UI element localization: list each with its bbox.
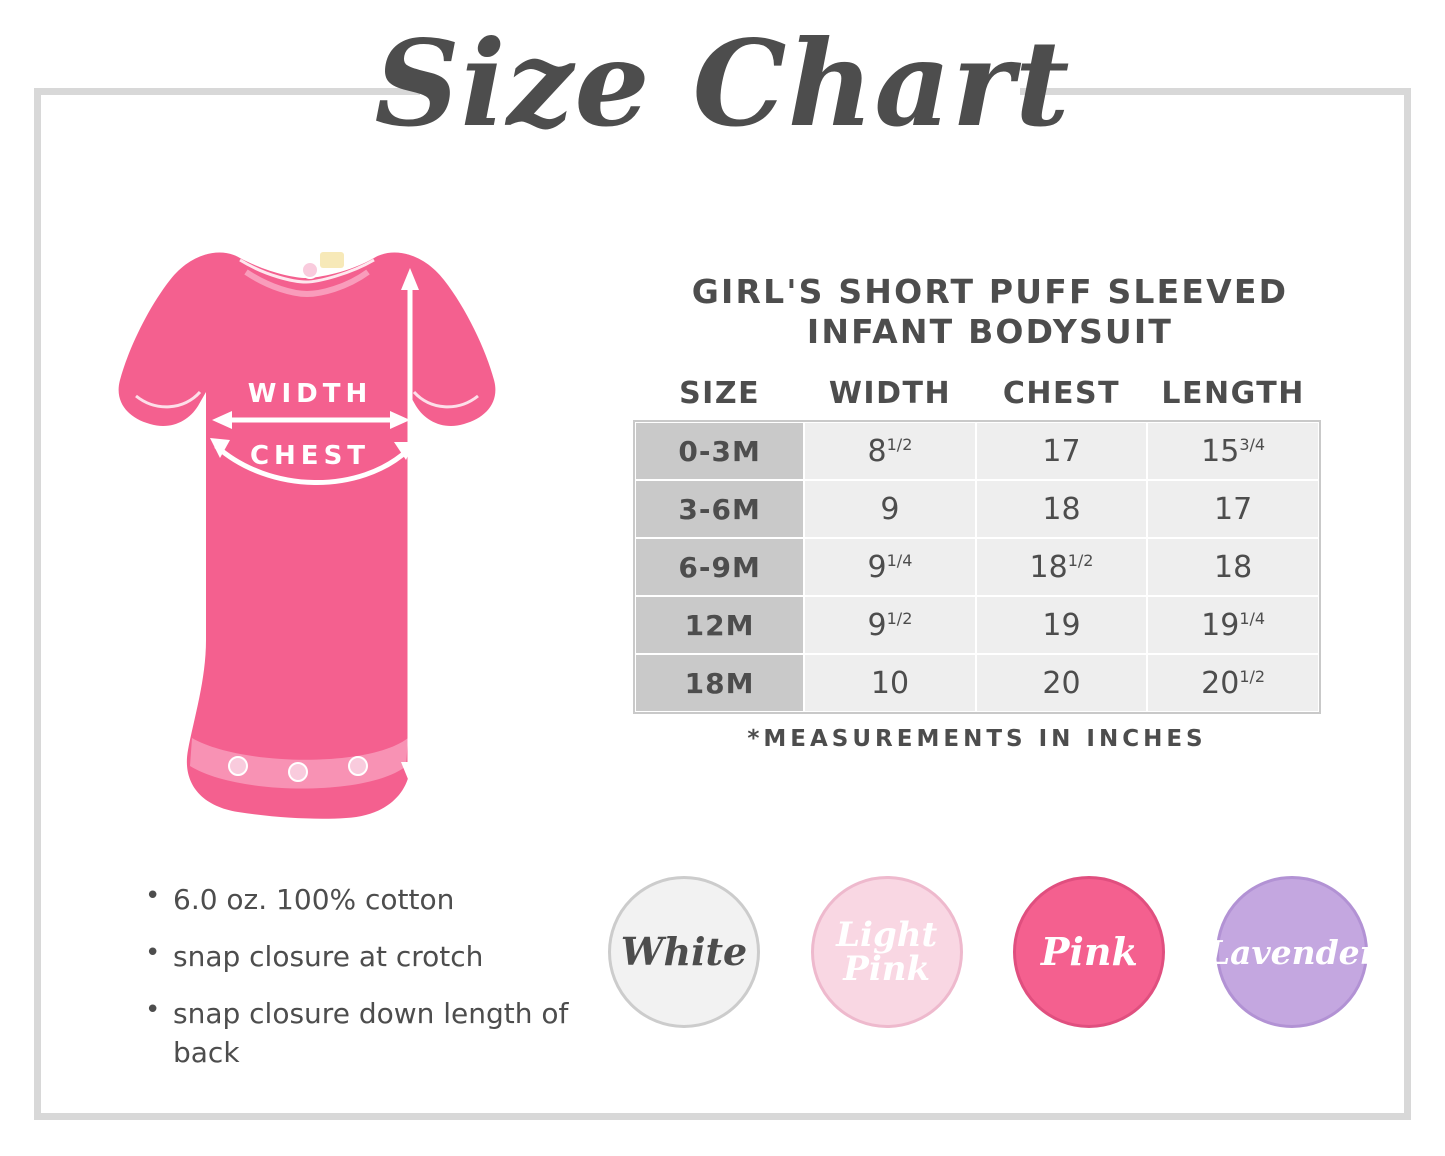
garment-length-label: LENGTH	[413, 540, 443, 687]
cell-length: $20^{1/2}$	[1147, 654, 1319, 712]
list-item: • snap closure at crotch	[145, 937, 575, 977]
table-row	[635, 538, 1319, 596]
list-item: • snap closure down length of back	[145, 994, 575, 1074]
measurements-note: *MEASUREMENTS IN INCHES	[747, 726, 1207, 752]
header-chest: CHEST	[1002, 376, 1121, 411]
table-row	[635, 422, 1319, 480]
product-heading-line2: INFANT BODYSUIT	[806, 312, 1174, 352]
size-table-head	[635, 372, 1319, 422]
page-title: Size Chart	[374, 14, 1071, 153]
swatch-pink[interactable]	[1013, 876, 1165, 1028]
header-size: SIZE	[679, 376, 761, 411]
cell-size: 18M	[635, 654, 804, 712]
swatch-lavender[interactable]	[1206, 876, 1378, 1028]
cell-chest: $18^{1/2}$	[976, 538, 1148, 596]
header-length: LENGTH	[1161, 376, 1305, 411]
cell-width: $9^{1/4}$	[804, 538, 976, 596]
cell-width: 10	[804, 654, 976, 712]
cell-length: 17	[1147, 480, 1319, 538]
cell-length: 18	[1147, 538, 1319, 596]
size-table	[634, 372, 1320, 713]
garment-width-label: WIDTH	[247, 379, 373, 409]
cell-chest: 20	[976, 654, 1148, 712]
swatch-label: White	[620, 929, 748, 974]
product-heading-line1: GIRL'S SHORT PUFF SLEEVED	[691, 272, 1289, 311]
color-swatches	[608, 872, 1378, 1032]
swatch-label: Pink	[1040, 929, 1138, 974]
table-row	[635, 654, 1319, 712]
cell-size: 3-6M	[635, 480, 804, 538]
cell-length: $15^{3/4}$	[1147, 422, 1319, 480]
list-item: • 6.0 oz. 100% cotton	[145, 880, 575, 920]
cell-width: $8^{1/2}$	[804, 422, 976, 480]
swatch-light-pink[interactable]	[811, 876, 963, 1028]
cell-width: 9	[804, 480, 976, 538]
cell-chest: 18	[976, 480, 1148, 538]
table-header-row	[635, 372, 1319, 422]
garment-illustration	[70, 210, 610, 850]
swatch-label: Lavender	[1206, 932, 1378, 972]
garment-chest-label: CHEST	[249, 441, 371, 471]
size-table-body	[635, 422, 1319, 712]
cell-size: 12M	[635, 596, 804, 654]
cell-width: $9^{1/2}$	[804, 596, 976, 654]
table-row	[635, 596, 1319, 654]
cell-length: $19^{1/4}$	[1147, 596, 1319, 654]
swatch-white[interactable]	[608, 876, 760, 1028]
features-list	[145, 880, 575, 1090]
product-heading	[640, 272, 1340, 353]
cell-chest: 17	[976, 422, 1148, 480]
header-width: WIDTH	[828, 376, 952, 411]
table-row	[635, 480, 1319, 538]
cell-chest: 19	[976, 596, 1148, 654]
cell-size: 6-9M	[635, 538, 804, 596]
swatch-label: Light Pink	[836, 915, 938, 989]
cell-size: 0-3M	[635, 422, 804, 480]
